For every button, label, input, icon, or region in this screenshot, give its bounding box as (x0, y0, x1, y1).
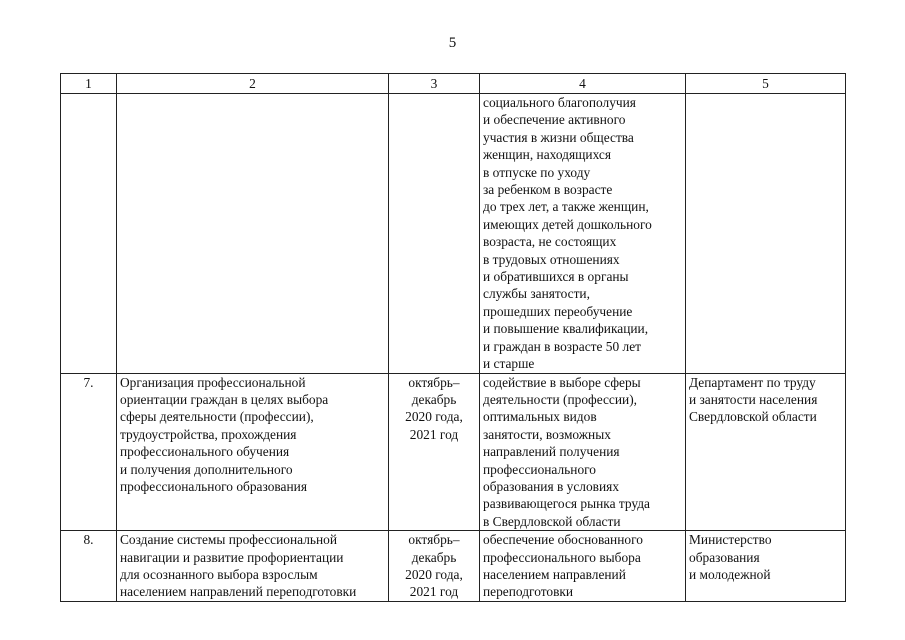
cell-text-line: имеющих детей дошкольного (483, 216, 652, 232)
measures-table (60, 73, 846, 602)
expected-result-cell (480, 94, 686, 374)
cell-text-line: 2020 года, (405, 566, 463, 582)
cell-text-line: и старше (483, 356, 535, 372)
cell-text-line: образования (689, 549, 760, 565)
expected-result-cell (480, 531, 686, 602)
cell-text-line: развивающегося рынка труда (483, 496, 650, 512)
cell-text-line: населением направлений (483, 566, 626, 582)
cell-text-line: в отпуске по уходу (483, 164, 591, 180)
cell-text-line: до трех лет, а также женщин, (483, 199, 649, 215)
column-header: 1 (61, 74, 117, 94)
cell-text-line: занятости, возможных (483, 426, 611, 442)
cell-text-line: населением направлений переподготовки (120, 584, 357, 600)
cell-text-line: профессионального обучения (120, 444, 290, 460)
cell-text-line: содействие в выборе сферы (483, 374, 641, 390)
column-header: 2 (117, 74, 389, 94)
cell-text-line: 2020 года, (405, 409, 463, 425)
measure-name-cell (117, 94, 389, 374)
cell-text-line: деятельности (профессии), (483, 391, 637, 407)
period-cell (389, 373, 480, 531)
responsible-cell (686, 94, 846, 374)
cell-text-line: 2021 год (409, 584, 459, 600)
cell-text-line: Организация профессиональной (120, 374, 306, 390)
cell-text-line: социального благополучия (483, 95, 636, 110)
table-row (61, 531, 846, 602)
responsible-cell (686, 373, 846, 531)
cell-text-line: Создание системы профессиональной (120, 532, 338, 548)
cell-text-line: в трудовых отношениях (483, 251, 620, 267)
cell-text-line: октябрь– (408, 374, 460, 390)
period-cell (389, 94, 480, 374)
cell-text-line: в Свердловской области (483, 513, 621, 529)
cell-text-line: профессионального выбора (483, 549, 641, 565)
cell-text-line: сферы деятельности (профессии), (120, 409, 314, 425)
table-row (61, 373, 846, 531)
table-header-row (61, 74, 846, 94)
column-header: 4 (480, 74, 686, 94)
measure-name-cell (117, 531, 389, 602)
cell-text-line: трудоустройства, прохождения (120, 426, 297, 442)
row-number-cell: 8. (61, 531, 117, 602)
cell-text-line: и граждан в возрасте 50 лет (483, 338, 641, 354)
cell-text-line: направлений получения (483, 444, 620, 460)
table-row (61, 94, 846, 374)
cell-text-line: для осознанного выбора взрослым (120, 566, 318, 582)
cell-text-line: прошедших переобучение (483, 303, 633, 319)
measure-name-cell (117, 373, 389, 531)
cell-text-line: профессионального образования (120, 478, 307, 494)
cell-text-line: и получения дополнительного (120, 461, 293, 477)
expected-result-cell (480, 373, 686, 531)
cell-text-line: женщин, находящихся (483, 147, 611, 163)
cell-text-line: переподготовки (483, 584, 574, 600)
cell-text-line: возраста, не состоящих (483, 234, 617, 250)
period-cell (389, 531, 480, 602)
cell-text-line: Свердловской области (689, 409, 817, 425)
column-header: 5 (686, 74, 846, 94)
cell-text-line: участия в жизни общества (483, 129, 634, 145)
cell-text-line: навигации и развитие профориентации (120, 549, 344, 565)
cell-text-line: профессионального (483, 461, 596, 477)
column-header: 3 (389, 74, 480, 94)
cell-text-line: декабрь (411, 391, 457, 407)
cell-text-line: ориентации граждан в целях выбора (120, 391, 329, 407)
cell-text-line: и занятости населения (689, 391, 818, 407)
cell-text-line: и молодежной (689, 566, 771, 582)
page-number: 5 (448, 35, 457, 51)
cell-text-line: службы занятости, (483, 286, 590, 302)
cell-text-line: обеспечение обоснованного (483, 532, 643, 548)
cell-text-line: и обеспечение активного (483, 112, 626, 128)
cell-text-line: Департамент по труду (689, 374, 816, 390)
cell-text-line: образования в условиях (483, 478, 620, 494)
cell-text-line: 2021 год (409, 426, 459, 442)
cell-text-line: Министерство (689, 532, 772, 548)
row-number-cell (61, 94, 117, 374)
responsible-cell (686, 531, 846, 602)
cell-text-line: декабрь (411, 549, 457, 565)
cell-text-line: и повышение квалификации, (483, 321, 649, 337)
cell-text-line: октябрь– (408, 532, 460, 548)
cell-text-line: за ребенком в возрасте (483, 182, 613, 198)
cell-text-line: оптимальных видов (483, 409, 597, 425)
row-number-cell: 7. (61, 373, 117, 531)
cell-text-line: и обратившихся в органы (483, 269, 629, 285)
